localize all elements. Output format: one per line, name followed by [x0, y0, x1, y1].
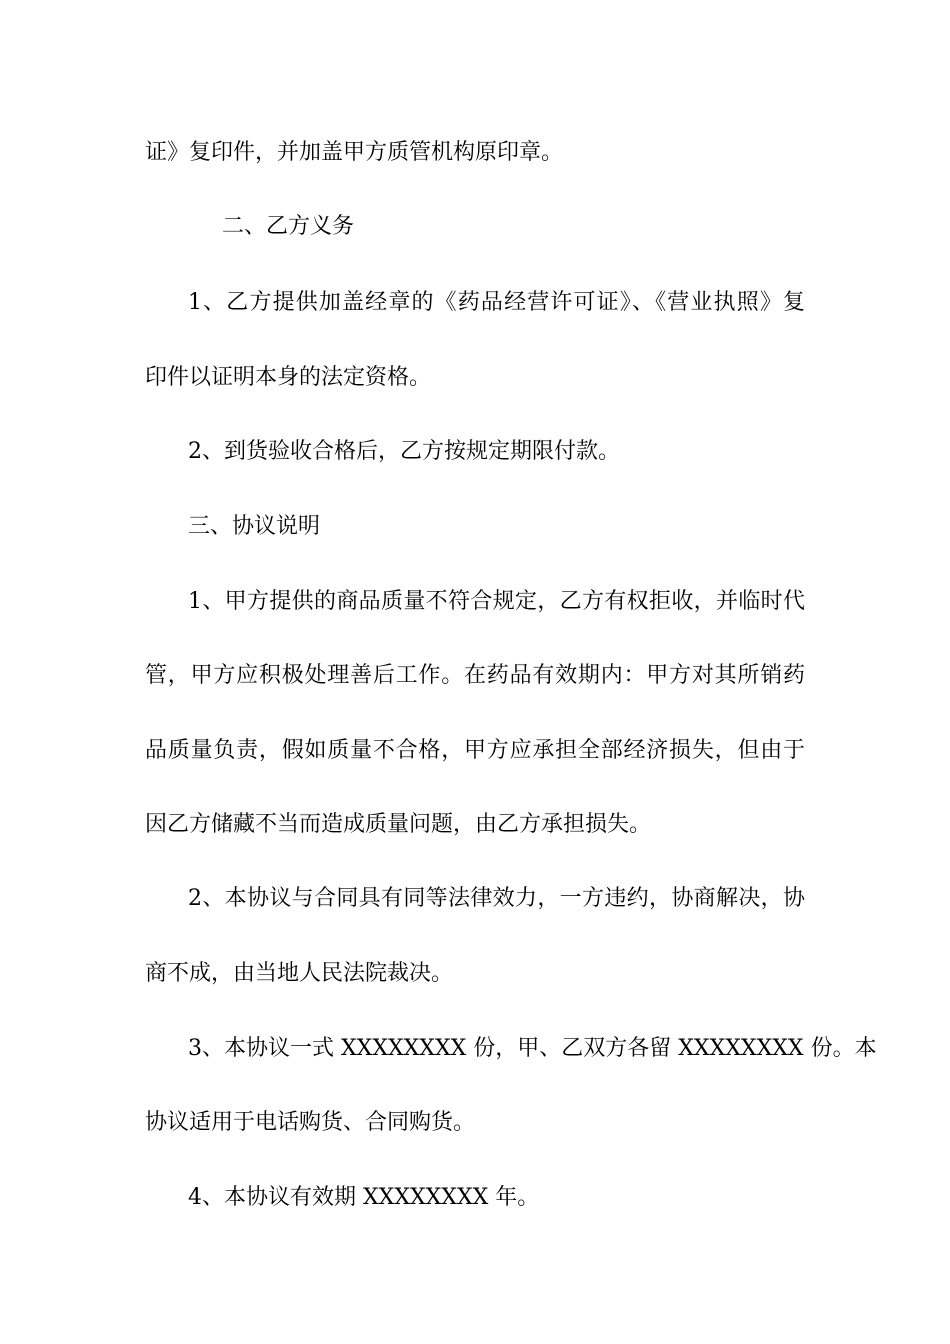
section-heading-party-b-obligations: 二、乙方义务 [222, 214, 355, 239]
paragraph-line-text: 2、本协议与合同具有同等法律效力，一方违约，协商解决，协 [188, 886, 805, 911]
paragraph-line-text: 1、甲方提供的商品质量不符合规定，乙方有权拒收，并临时代 [188, 589, 805, 614]
paragraph-line [0, 736, 950, 766]
paragraph-line [0, 884, 950, 914]
paragraph-line-text: 1、乙方提供加盖经章的《药品经营许可证》、《营业执照》复 [188, 290, 805, 315]
paragraph-line-text: 3、本协议一式 XXXXXXXX 份，甲、乙双方各留 XXXXXXXX 份。本 [188, 1036, 877, 1061]
paragraph-line [0, 587, 950, 617]
paragraph-line-text: 品质量负责，假如质量不合格，甲方应承担全部经济损失，但由于 [145, 738, 805, 763]
paragraph-line: 2、到货验收合格后，乙方按规定期限付款。 [188, 439, 620, 464]
paragraph-line: 印件以证明本身的法定资格。 [145, 365, 432, 390]
paragraph-line [0, 1034, 950, 1064]
section-heading-agreement-notes: 三、协议说明 [188, 514, 321, 539]
paragraph-line: 证》复印件，并加盖甲方质管机构原印章。 [145, 140, 564, 165]
paragraph-line [0, 661, 950, 691]
paragraph-line: 因乙方储藏不当而造成质量问题，由乙方承担损失。 [145, 812, 652, 837]
paragraph-line: 4、本协议有效期 XXXXXXXX 年。 [188, 1185, 540, 1210]
paragraph-line-text: 管，甲方应积极处理善后工作。在药品有效期内：甲方对其所销药 [145, 663, 805, 688]
paragraph-line [0, 288, 950, 318]
paragraph-line: 商不成，由当地人民法院裁决。 [145, 961, 454, 986]
paragraph-line: 协议适用于电话购货、合同购货。 [145, 1110, 476, 1135]
